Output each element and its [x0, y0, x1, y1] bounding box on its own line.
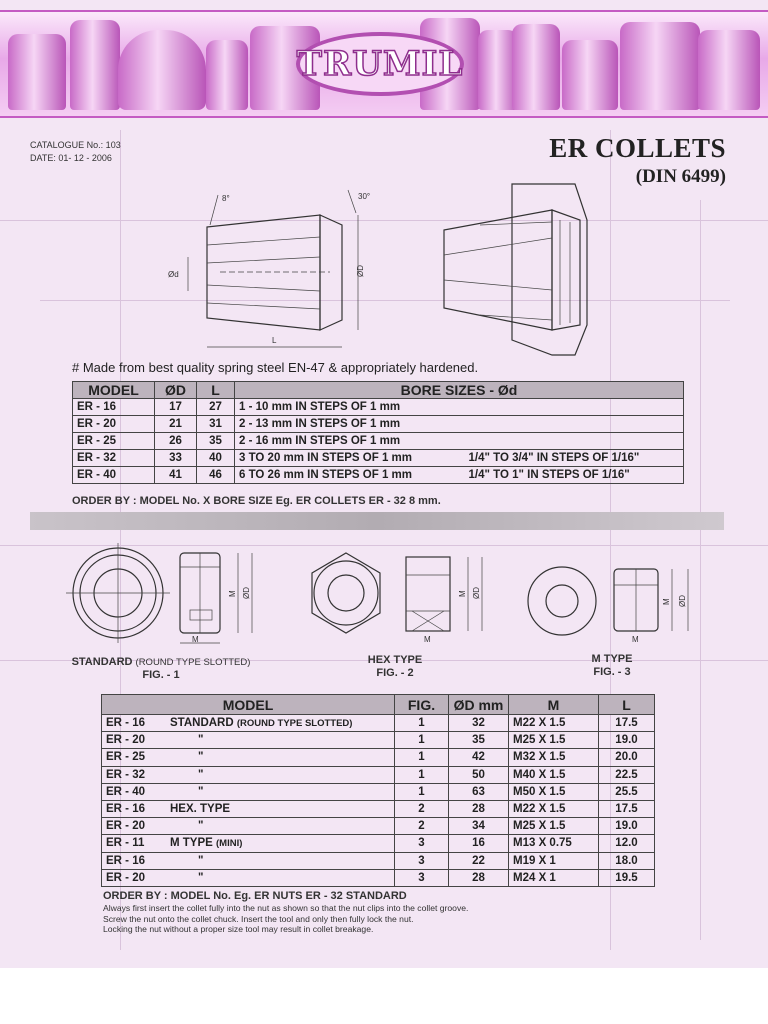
instruction-line: Locking the nut without a proper size tool may result in collet breakage. — [103, 924, 374, 934]
nut-od: 22 — [449, 852, 509, 869]
catalogue-date: DATE: 01- 12 - 2006 — [30, 153, 112, 163]
catalogue-info — [30, 139, 121, 165]
table-row — [102, 715, 655, 732]
nut-model: ER - 11 — [106, 837, 145, 850]
fig1-label: STANDARD — [71, 656, 133, 668]
nut-od: 32 — [449, 715, 509, 732]
collet-bore: 1 - 10 mm IN STEPS OF 1 mm — [235, 399, 465, 416]
nut-od: 63 — [449, 783, 509, 800]
table-row — [73, 467, 684, 484]
nut-type-small: (MINI) — [216, 838, 243, 850]
collet-l: 35 — [197, 433, 235, 450]
nut-model: ER - 16 — [106, 803, 145, 816]
nut-type: " — [198, 871, 204, 884]
fig1-caption — [56, 656, 266, 682]
nut-fig: 1 — [395, 783, 449, 800]
nut-model: ER - 16 — [106, 854, 145, 867]
fig3-dim-od: ØD — [678, 595, 687, 607]
collet-model: ER - 20 — [73, 416, 155, 433]
nut-header-l: L — [599, 695, 655, 715]
table-row — [73, 450, 684, 467]
brand-logo — [296, 32, 464, 96]
nut-l: 12.0 — [599, 835, 655, 852]
collet-od: 17 — [155, 399, 197, 416]
usage-instructions — [103, 903, 468, 935]
collet-model: ER - 32 — [73, 450, 155, 467]
brand-logo-text: TRUMIL — [296, 44, 464, 84]
collet-l: 27 — [197, 399, 235, 416]
nut-m: M19 X 1 — [509, 852, 599, 869]
nut-l: 22.5 — [599, 766, 655, 783]
fig3-dim-m-side: M — [662, 598, 671, 605]
nut-od: 35 — [449, 732, 509, 749]
fig3-dim-m: M — [632, 635, 639, 644]
nut-type: " — [198, 751, 204, 764]
table-row — [102, 800, 655, 817]
nut-type: " — [198, 820, 204, 833]
fig2-dim-m: M — [424, 635, 431, 644]
collet-bore-inch: 1/4" TO 3/4" IN STEPS OF 1/16" — [465, 450, 684, 467]
collet-model: ER - 40 — [73, 467, 155, 484]
nut-fig: 2 — [395, 818, 449, 835]
nut-header-fig: FIG. — [395, 695, 449, 715]
fig2-label: HEX TYPE — [367, 654, 423, 666]
table-row — [73, 416, 684, 433]
header-banner — [0, 10, 768, 118]
nut-model: ER - 20 — [106, 734, 145, 747]
nut-m: M40 X 1.5 — [509, 766, 599, 783]
collet-header-bore: BORE SIZES - Ød — [235, 382, 684, 399]
nut-l: 25.5 — [599, 783, 655, 800]
collet-bore: 3 TO 20 mm IN STEPS OF 1 mm — [235, 450, 465, 467]
nut-type: HEX. TYPE — [170, 803, 231, 816]
page-title-main: ER COLLETS — [549, 133, 726, 163]
order-nuts-note: ORDER BY : MODEL No. Eg. ER NUTS ER - 32 STANDARD — [103, 890, 407, 902]
table-row — [102, 835, 655, 852]
fig3-caption — [562, 653, 662, 679]
fig1-label-small: (ROUND TYPE SLOTTED) — [135, 657, 251, 668]
nut-m: M32 X 1.5 — [509, 749, 599, 766]
collet-od: 21 — [155, 416, 197, 433]
nut-type: " — [198, 785, 204, 798]
nut-model: ER - 25 — [106, 751, 145, 764]
nut-l: 17.5 — [599, 800, 655, 817]
page-title-sub: (DIN 6499) — [635, 166, 726, 187]
collet-model: ER - 16 — [73, 399, 155, 416]
section-divider — [30, 512, 724, 530]
collet-model: ER - 25 — [73, 433, 155, 450]
nut-od: 28 — [449, 800, 509, 817]
collet-od: 41 — [155, 467, 197, 484]
collet-l: 31 — [197, 416, 235, 433]
nut-l: 19.5 — [599, 869, 655, 886]
table-row — [102, 749, 655, 766]
nut-header-model: MODEL — [102, 695, 395, 715]
collet-l: 46 — [197, 467, 235, 484]
instruction-line: Screw the nut onto the collet chuck. Insert the tool and only then fully lock the nut. — [103, 913, 414, 924]
nut-fig: 1 — [395, 766, 449, 783]
collet-bore-inch — [465, 433, 684, 450]
nut-figures-drawing — [60, 545, 720, 650]
dim-length-label: L — [272, 336, 277, 345]
nut-fig: 1 — [395, 749, 449, 766]
nut-model: ER - 20 — [106, 871, 145, 884]
table-row — [102, 869, 655, 886]
collet-table — [72, 381, 684, 484]
nut-m: M22 X 1.5 — [509, 800, 599, 817]
nut-model: ER - 40 — [106, 785, 145, 798]
table-row — [102, 783, 655, 800]
table-row — [102, 766, 655, 783]
nut-m: M50 X 1.5 — [509, 783, 599, 800]
nut-fig: 3 — [395, 835, 449, 852]
table-row — [73, 433, 684, 450]
table-row — [102, 818, 655, 835]
nut-l: 20.0 — [599, 749, 655, 766]
nut-model: ER - 20 — [106, 820, 145, 833]
nut-m: M22 X 1.5 — [509, 715, 599, 732]
dim-bore-label: Ød — [168, 270, 179, 279]
nut-m: M13 X 0.75 — [509, 835, 599, 852]
table-row — [73, 399, 684, 416]
nut-model: ER - 16 — [106, 717, 145, 730]
nut-fig: 1 — [395, 732, 449, 749]
nut-model: ER - 32 — [106, 768, 145, 781]
angle-right-label: 30° — [358, 192, 371, 201]
collet-bore: 2 - 16 mm IN STEPS OF 1 mm — [235, 433, 465, 450]
collet-perspective-drawing — [440, 180, 600, 360]
catalogue-number: CATALOGUE No.: 103 — [30, 140, 121, 150]
collet-bore: 6 TO 26 mm IN STEPS OF 1 mm — [235, 467, 465, 484]
table-row — [102, 732, 655, 749]
nut-table — [101, 694, 655, 887]
nut-type-small: (ROUND TYPE SLOTTED) — [236, 718, 353, 730]
nut-fig: 3 — [395, 869, 449, 886]
nut-type: STANDARD — [170, 717, 234, 730]
collet-od: 33 — [155, 450, 197, 467]
nut-l: 18.0 — [599, 852, 655, 869]
fig3-number: FIG. - 3 — [593, 666, 631, 678]
nut-od: 28 — [449, 869, 509, 886]
nut-m: M25 X 1.5 — [509, 732, 599, 749]
collet-l: 40 — [197, 450, 235, 467]
collet-od: 26 — [155, 433, 197, 450]
collet-header-od: ØD — [155, 382, 197, 399]
dim-od-label: ØD — [356, 265, 365, 277]
nut-m: M24 X 1 — [509, 869, 599, 886]
collet-header-l: L — [197, 382, 235, 399]
nut-l: 19.0 — [599, 818, 655, 835]
nut-header-m: M — [509, 695, 599, 715]
nut-m: M25 X 1.5 — [509, 818, 599, 835]
nut-l: 19.0 — [599, 732, 655, 749]
table-row — [102, 852, 655, 869]
fig1-number: FIG. - 1 — [142, 669, 180, 681]
order-collets-note: ORDER BY : MODEL No. X BORE SIZE Eg. ER COLLETS ER - 32 8 mm. — [72, 495, 441, 507]
nut-fig: 3 — [395, 852, 449, 869]
material-note: # Made from best quality spring steel EN-47 & appropriately hardened. — [72, 360, 479, 375]
fig1-dim-m: M — [192, 635, 199, 644]
collet-bore: 2 - 13 mm IN STEPS OF 1 mm — [235, 416, 465, 433]
nut-od: 16 — [449, 835, 509, 852]
collet-bore-inch — [465, 399, 684, 416]
collet-bore-inch: 1/4" TO 1" IN STEPS OF 1/16" — [465, 467, 684, 484]
fig2-dim-od: ØD — [472, 587, 481, 599]
nut-od: 34 — [449, 818, 509, 835]
nut-od: 50 — [449, 766, 509, 783]
fig3-label: M TYPE — [591, 653, 633, 665]
nut-fig: 1 — [395, 715, 449, 732]
nut-type: " — [198, 734, 204, 747]
nut-fig: 2 — [395, 800, 449, 817]
instruction-line: Always first insert the collet fully into the nut as shown so that the nut clips into the collet groove. — [103, 903, 469, 913]
nut-od: 42 — [449, 749, 509, 766]
fig2-number: FIG. - 2 — [376, 667, 414, 679]
collet-dimension-drawing — [160, 185, 390, 355]
fig2-dim-m-side: M — [458, 590, 467, 597]
collet-header-model: MODEL — [73, 382, 155, 399]
nut-header-od: ØD mm — [449, 695, 509, 715]
collet-bore-inch — [465, 416, 684, 433]
nut-l: 17.5 — [599, 715, 655, 732]
angle-left-label: 8° — [222, 194, 230, 203]
fig1-dim-m-side: M — [228, 590, 237, 597]
nut-type: " — [198, 854, 204, 867]
fig1-dim-od: ØD — [242, 587, 251, 599]
fig2-caption — [345, 654, 445, 680]
nut-type: M TYPE — [170, 837, 213, 850]
nut-type: " — [198, 768, 204, 781]
